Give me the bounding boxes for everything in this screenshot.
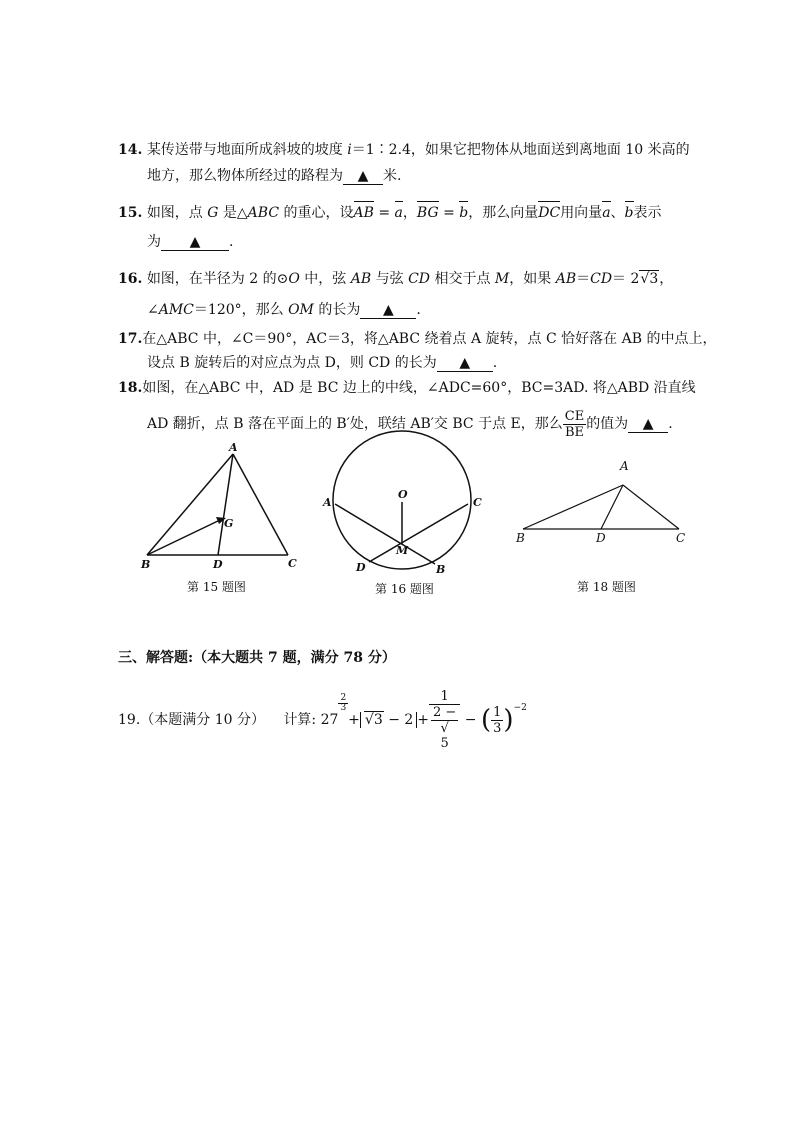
- q19-op: −: [460, 712, 481, 728]
- q15-text: 的重心，设: [279, 205, 354, 221]
- q16-text: 与弦: [371, 271, 409, 287]
- segment-ac: [623, 485, 679, 529]
- q15-text: 、: [610, 205, 625, 221]
- q15-text: 是△: [218, 205, 248, 221]
- answer-blank[interactable]: ▲: [343, 168, 383, 185]
- q16-text: ＝ 2: [612, 271, 640, 287]
- vector-dc: DC: [538, 205, 561, 221]
- right-paren: ): [503, 705, 514, 735]
- label-a: A: [620, 459, 629, 473]
- q19-op: − 2: [383, 712, 414, 728]
- q17-line2: [147, 353, 497, 373]
- q14-text: 米.: [383, 168, 402, 184]
- figure-16: [318, 430, 488, 580]
- q17-line1: [118, 329, 716, 349]
- fraction-denominator: [429, 705, 460, 751]
- q16-text: .: [416, 302, 421, 318]
- q19-op: +: [348, 712, 360, 728]
- exponent-denominator: 3: [340, 703, 347, 713]
- q16-text: ∠: [147, 302, 159, 318]
- q17-text: 设点 B 旋转后的对应点为点 D，则 CD 的长为: [147, 355, 437, 371]
- q17-text: .: [492, 355, 498, 371]
- q16-var: M: [494, 271, 510, 287]
- label-d: D: [356, 561, 366, 574]
- figure-18-caption: 第 18 题图: [577, 580, 636, 594]
- q18-text: 如图，在△ABC 中，AD 是 BC 边上的中线，∠ADC=60°，BC=3AD. 将△ABD 沿直线: [142, 380, 696, 396]
- fraction-numerator: 1: [493, 704, 502, 720]
- label-o: O: [398, 488, 408, 501]
- q19-base: 27: [320, 712, 339, 728]
- q16-text: 中，弦: [299, 271, 351, 287]
- section-title: 三、解答题:（本大题共 7 题，满分 78 分）: [118, 650, 396, 666]
- label-m: M: [396, 544, 409, 557]
- vector-b: b: [459, 205, 469, 221]
- q16-sqrt-value: 3: [649, 271, 659, 287]
- q15-line1: [118, 203, 662, 223]
- q16-var: AMC: [158, 302, 194, 318]
- label-d: D: [213, 558, 223, 571]
- label-a: A: [229, 441, 238, 454]
- label-b: B: [141, 558, 151, 571]
- segment-ad: [601, 485, 623, 529]
- q16-text: ，: [659, 271, 674, 287]
- q16-var: O: [288, 271, 300, 287]
- figure-18: [510, 455, 695, 550]
- q16-var: CD: [408, 271, 430, 287]
- vector-b: b: [624, 205, 634, 221]
- q16-var: AB: [350, 271, 372, 287]
- q19-sqrt-value: 5: [440, 736, 449, 751]
- left-paren: (: [480, 705, 492, 735]
- sqrt-radicand: √ 5: [431, 720, 458, 751]
- q15-text: ，: [402, 205, 417, 221]
- q14-number: 14.: [118, 142, 143, 158]
- q19-label: 计算:: [283, 712, 317, 728]
- label-a: A: [323, 496, 332, 509]
- q19-sqrt-value: 3: [373, 712, 383, 728]
- vector-a: a: [602, 205, 611, 221]
- figure-15: [130, 440, 310, 575]
- q15-line2: [147, 232, 233, 252]
- q16-text: ＝120°，那么: [193, 302, 289, 318]
- answer-blank[interactable]: ▲: [437, 355, 493, 372]
- q16-text: 相交于点: [430, 271, 495, 287]
- q14-text: ＝1∶2.4，如果它把物体从地面送到离地面 10 米高的: [351, 142, 690, 158]
- q19-exponent: [338, 694, 348, 713]
- vector-bg-line: [147, 520, 220, 555]
- label-b: B: [516, 531, 525, 545]
- q16-line2: [147, 300, 421, 320]
- q16-number: 16.: [118, 271, 143, 287]
- q18-number: 18.: [118, 380, 143, 396]
- fraction-numerator: 1: [429, 689, 460, 705]
- fraction-denominator: BE: [564, 424, 584, 440]
- q16-var: AB: [555, 271, 577, 287]
- q19-fraction: [429, 689, 460, 751]
- q16-var: OM: [288, 302, 314, 318]
- q16-text: 的长为: [313, 302, 361, 318]
- q16-line1: [118, 269, 673, 289]
- q18-line1: [118, 378, 696, 398]
- q15-text: ，那么向量: [468, 205, 539, 221]
- segment-ab: [523, 485, 623, 529]
- q18-text: AD 翻折，点 B 落在平面上的 B′处，联结 AB′交 BC 于点 E，那么: [147, 416, 563, 432]
- q15-text: 为: [147, 234, 161, 250]
- segment-ac: [233, 454, 288, 555]
- q19-number: 19.: [118, 712, 141, 728]
- exponent-numerator: 2: [340, 693, 347, 703]
- label-b: B: [436, 563, 446, 576]
- q15-number: 15.: [118, 205, 143, 221]
- q15-text: .: [229, 234, 234, 250]
- q19-denominator-text: 2 −: [433, 705, 457, 720]
- q14-text: 某传送带与地面所成斜坡的坡度: [146, 142, 348, 158]
- q15-eq: =: [438, 205, 460, 221]
- q18-text: 的值为: [586, 416, 629, 432]
- chord-ab: [335, 504, 435, 564]
- fraction-ce-be: [563, 409, 586, 440]
- q15-eq: =: [373, 205, 395, 221]
- fraction-denominator: 3: [493, 720, 502, 736]
- q14-line1: [118, 140, 690, 160]
- q14-line2: [147, 166, 401, 186]
- q19-score: （本题满分 10 分）: [140, 712, 265, 728]
- label-c: C: [288, 557, 297, 570]
- q15-var: ABC: [247, 205, 280, 221]
- q14-var-i: i: [347, 142, 352, 158]
- q17-number: 17.: [118, 331, 143, 347]
- q18-text: .: [668, 416, 673, 432]
- label-c: C: [676, 531, 686, 545]
- figure-16-caption: 第 16 题图: [375, 582, 434, 596]
- answer-blank[interactable]: ▲: [628, 416, 668, 433]
- q19-paren-exponent: −2: [513, 703, 527, 713]
- q15-var: G: [207, 205, 219, 221]
- sqrt-radicand: √3: [364, 712, 383, 728]
- q15-text: 表示: [633, 205, 662, 221]
- q16-var: CD: [590, 271, 613, 287]
- q19-line: [118, 688, 527, 751]
- label-c: C: [473, 496, 482, 509]
- q15-text: 用向量: [560, 205, 603, 221]
- q14-text: 地方，那么物体所经过的路程为: [147, 168, 343, 184]
- sqrt-radicand: √3: [640, 271, 659, 287]
- label-d: D: [596, 531, 606, 545]
- answer-blank[interactable]: ▲: [161, 234, 229, 251]
- label-g: G: [224, 517, 234, 530]
- q19-paren-fraction: [491, 705, 503, 736]
- q19-op: +: [417, 712, 430, 728]
- q16-text: ，如果: [509, 271, 556, 287]
- vector-ab: AB: [353, 205, 374, 221]
- vector-bg: BG: [416, 205, 439, 221]
- answer-blank[interactable]: ▲: [360, 302, 416, 319]
- absolute-value: [360, 712, 417, 728]
- q17-text: 在△ABC 中，∠C＝90°，AC＝3，将△ABC 绕着点 A 旋转，点 C 恰好落在 AB 的中点上，: [142, 331, 717, 347]
- q15-text: 如图，点: [146, 205, 208, 221]
- vector-a: a: [394, 205, 403, 221]
- fraction-numerator: CE: [564, 408, 585, 424]
- q16-text: ＝: [576, 271, 591, 287]
- figure-15-caption: 第 15 题图: [187, 580, 246, 594]
- q16-text: 如图，在半径为 2 的⊙: [146, 271, 289, 287]
